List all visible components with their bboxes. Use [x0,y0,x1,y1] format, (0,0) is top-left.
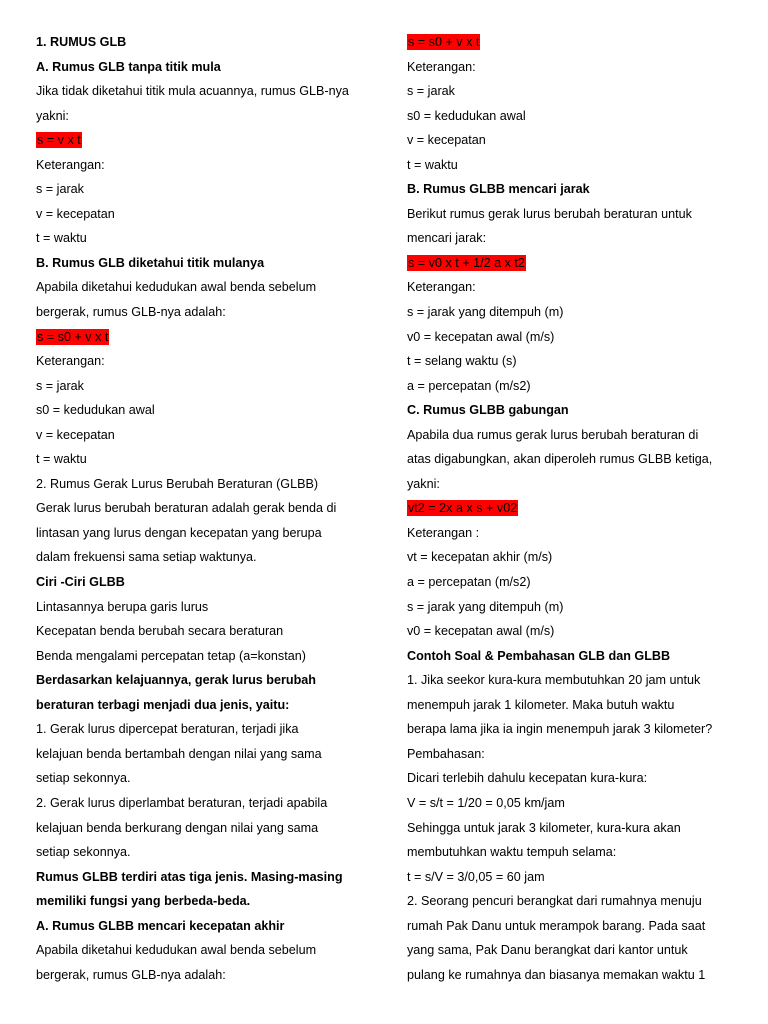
text-line-a-percepatan-m-s2: a = percepatan (m/s2) [407,575,531,590]
text-line-a-percepatan-m-s2: a = percepatan (m/s2) [407,378,531,393]
formula-line-s-v0-x-t-1-2-a-x-t2 [407,251,747,276]
formula-line-vt2-2x-a-x-s-v02 [407,496,747,521]
text-line-s0-kedudukan-awal: s0 = kedudukan awal [36,403,155,418]
text-line-apabila-diketahui-kedudukan-awal-benda-s: Apabila diketahui kedudukan awal benda sebelum [36,280,317,295]
formula-line-s-s0-v-x-t [36,325,376,350]
text-line-t-waktu: t = waktu [36,231,87,246]
text-line-kecepatan-benda-berubah-secara-beraturan: Kecepatan benda berubah secara beraturan [36,624,284,639]
text-line-apabila-diketahui-kedudukan-awal-benda-s: Apabila diketahui kedudukan awal benda sebelum [36,943,317,958]
text-line-sehingga-untuk-jarak-3-kilometer-kura-ku: Sehingga untuk jarak 3 kilometer, kura-kura akan [407,820,681,835]
formula-highlight: vt2 = 2x a x s + v02 [408,501,518,516]
text-line-keterangan: Keterangan: [407,59,476,74]
heading-line-b-rumus-glbb-mencari-jarak: B. Rumus GLBB mencari jarak [407,182,590,197]
text-line-bergerak-rumus-glb-nya-adalah: bergerak, rumus GLB-nya adalah: [36,305,226,320]
formula-line-s-s0-v-x-t [407,30,747,55]
text-line-yakni: yakni: [407,476,440,491]
heading-line-rumus-glbb-terdiri-atas-tiga-jenis-masin: Rumus GLBB terdiri atas tiga jenis. Masing-masing [36,869,343,884]
text-line-vt-kecepatan-akhir-m-s: vt = kecepatan akhir (m/s) [407,550,553,565]
text-line-s-jarak-yang-ditempuh-m: s = jarak yang ditempuh (m) [407,305,564,320]
heading-line-b-rumus-glb-diketahui-titik-mulanya: B. Rumus GLB diketahui titik mulanya [36,255,265,270]
text-line-bergerak-rumus-glb-nya-adalah: bergerak, rumus GLB-nya adalah: [36,967,226,982]
text-line-apabila-dua-rumus-gerak-lurus-berubah-be: Apabila dua rumus gerak lurus berubah beraturan di [407,427,699,442]
heading-line-1-rumus-glb: 1. RUMUS GLB [36,35,127,49]
text-line-t-selang-waktu-s: t = selang waktu (s) [407,354,517,369]
formula-line-s-v-x-t [36,128,376,153]
text-line-keterangan: Keterangan : [407,525,480,540]
text-line-keterangan: Keterangan: [36,157,105,172]
text-line-dalam-frekuensi-sama-setiap-waktunya: dalam frekuensi sama setiap waktunya. [36,550,257,565]
text-line-2-rumus-gerak-lurus-berubah-beraturan-gl: 2. Rumus Gerak Lurus Berubah Beraturan (GLBB) [36,476,319,491]
text-line-rumah-pak-danu-untuk-merampok-barang-pad: rumah Pak Danu untuk merampok barang. Pada saat [407,918,706,933]
text-line-kelajuan-benda-berkurang-dengan-nilai-ya: kelajuan benda berkurang dengan nilai yang sama [36,820,319,835]
formula-highlight: s = v x t [37,133,81,148]
text-line-keterangan: Keterangan: [407,280,476,295]
text-line-s-jarak: s = jarak [36,182,84,197]
text-line-lintasannya-berupa-garis-lurus: Lintasannya berupa garis lurus [36,599,209,614]
text-line-s-jarak-yang-ditempuh-m: s = jarak yang ditempuh (m) [407,599,564,614]
heading-line-memiliki-fungsi-yang-berbeda-beda: memiliki fungsi yang berbeda-beda. [36,894,251,909]
text-line-1-jika-seekor-kura-kura-membutuhkan-20-j: 1. Jika seekor kura-kura membutuhkan 20 jam untuk [407,673,701,688]
text-line-s-jarak: s = jarak [407,84,455,99]
text-line-setiap-sekonnya: setiap sekonnya. [36,771,131,786]
text-line-kelajuan-benda-bertambah-dengan-nilai-ya: kelajuan benda bertambah dengan nilai yang sama [36,746,322,761]
text-line-jika-tidak-diketahui-titik-mula-acuannya: Jika tidak diketahui titik mula acuannya, rumus GLB-nya [36,84,349,99]
text-line-1-gerak-lurus-dipercepat-beraturan-terja: 1. Gerak lurus dipercepat beraturan, terjadi jika [36,722,299,737]
text-line-berapa-lama-jika-ia-ingin-menempuh-jarak: berapa lama jika ia ingin menempuh jarak 3 kilometer? [407,722,713,737]
text-line-pulang-ke-rumahnya-dan-biasanya-memakan-: pulang ke rumahnya dan biasanya memakan waktu 1 [407,967,706,982]
text-line-yakni: yakni: [36,108,69,123]
text-line-lintasan-yang-lurus-dengan-kecepatan-yan: lintasan yang lurus dengan kecepatan yang berupa [36,525,322,540]
right-column [407,30,747,987]
text-line-s-jarak: s = jarak [36,378,84,393]
heading-line-a-rumus-glbb-mencari-kecepatan-akhir: A. Rumus GLBB mencari kecepatan akhir [36,918,285,933]
text-line-2-seorang-pencuri-berangkat-dari-rumahny: 2. Seorang pencuri berangkat dari rumahnya menuju [407,894,702,909]
text-line-menempuh-jarak-1-kilometer-maka-butuh-wa: menempuh jarak 1 kilometer. Maka butuh waktu [407,697,675,712]
text-line-t-waktu: t = waktu [407,157,458,172]
heading-line-a-rumus-glb-tanpa-titik-mula: A. Rumus GLB tanpa titik mula [36,59,221,74]
text-line-mencari-jarak: mencari jarak: [407,231,487,246]
text-line-benda-mengalami-percepatan-tetap-a-konst: Benda mengalami percepatan tetap (a=konstan) [36,648,306,663]
heading-line-beraturan-terbagi-menjadi-dua-jenis-yait: beraturan terbagi menjadi dua jenis, yaitu: [36,697,290,712]
text-line-v-kecepatan: v = kecepatan [36,427,115,442]
text-line-s0-kedudukan-awal: s0 = kedudukan awal [407,108,526,123]
text-line-v-kecepatan: v = kecepatan [36,206,115,221]
text-line-gerak-lurus-berubah-beraturan-adalah-ger: Gerak lurus berubah beraturan adalah gerak benda di [36,501,337,516]
formula-highlight: s = s0 + v x t [37,329,109,344]
text-line-v-kecepatan: v = kecepatan [407,133,486,148]
text-line-setiap-sekonnya: setiap sekonnya. [36,845,131,860]
text-line-yang-sama-pak-danu-berangkat-dari-kantor: yang sama, Pak Danu berangkat dari kantor untuk [407,943,688,958]
heading-line-ciri-ciri-glbb: Ciri -Ciri GLBB [36,575,125,590]
text-line-keterangan: Keterangan: [36,354,105,369]
left-column [36,30,376,987]
text-line-v0-kecepatan-awal-m-s: v0 = kecepatan awal (m/s) [407,329,555,344]
text-line-pembahasan: Pembahasan: [407,746,485,761]
formula-highlight: s = s0 + v x t [408,35,480,49]
text-line-2-gerak-lurus-diperlambat-beraturan-terj: 2. Gerak lurus diperlambat beraturan, terjadi apabila [36,795,328,810]
text-line-berikut-rumus-gerak-lurus-berubah-beratu: Berikut rumus gerak lurus berubah beraturan untuk [407,206,692,221]
text-line-v0-kecepatan-awal-m-s: v0 = kecepatan awal (m/s) [407,624,555,639]
text-line-t-s-v-3-0-05-60-jam: t = s/V = 3/0,05 = 60 jam [407,869,545,884]
heading-line-c-rumus-glbb-gabungan: C. Rumus GLBB gabungan [407,403,569,418]
text-line-v-s-t-1-20-0-05-km-jam: V = s/t = 1/20 = 0,05 km/jam [407,795,565,810]
heading-line-contoh-soal-pembahasan-glb-dan-glbb: Contoh Soal & Pembahasan GLB dan GLBB [407,648,671,663]
text-line-membutuhkan-waktu-tempuh-selama: membutuhkan waktu tempuh selama: [407,845,617,860]
text-line-dicari-terlebih-dahulu-kecepatan-kura-ku: Dicari terlebih dahulu kecepatan kura-kura: [407,771,648,786]
formula-highlight: s = v0 x t + 1/2 a x t2 [408,255,525,270]
heading-line-berdasarkan-kelajuannya-gerak-lurus-beru: Berdasarkan kelajuannya, gerak lurus berubah [36,673,316,688]
text-line-t-waktu: t = waktu [36,452,87,467]
text-line-atas-digabungkan-akan-diperoleh-rumus-gl: atas digabungkan, akan diperoleh rumus GLBB ketiga, [407,452,713,467]
